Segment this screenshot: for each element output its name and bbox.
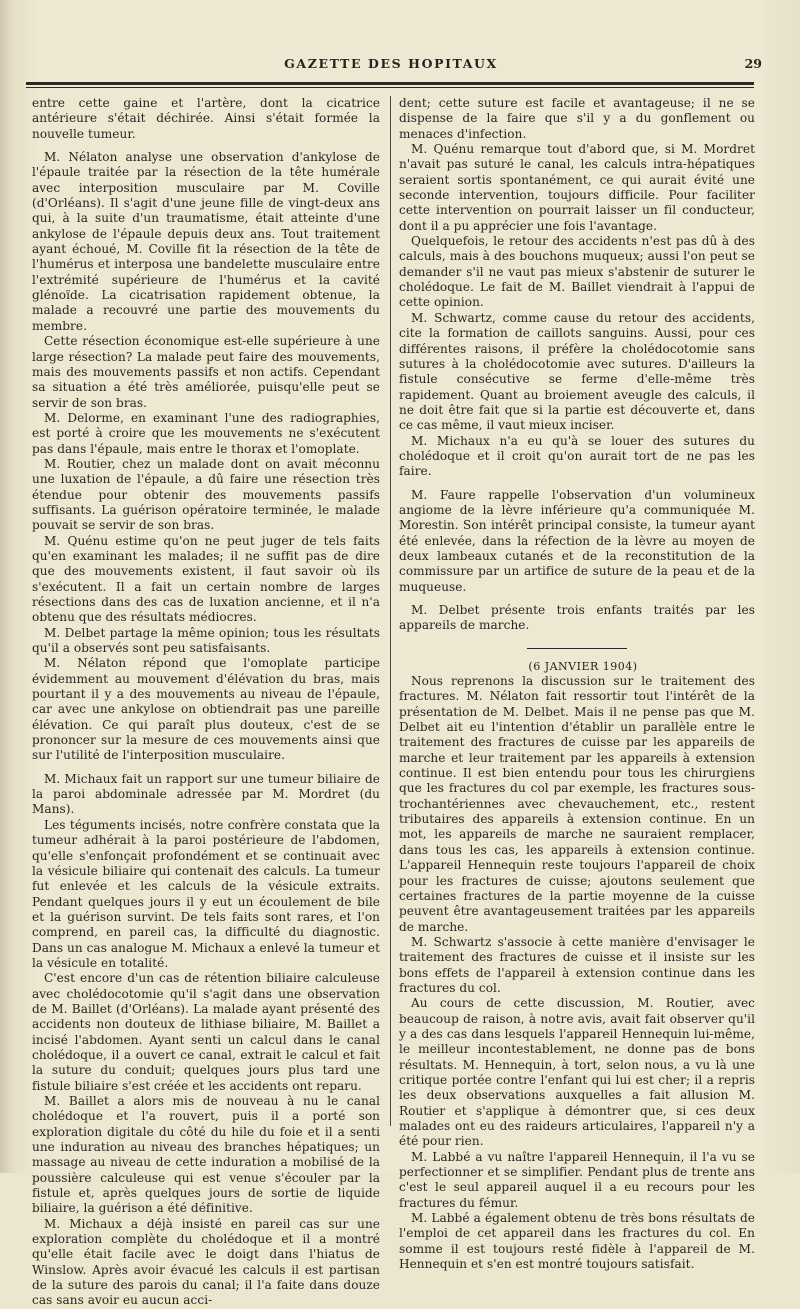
article-paragraph: M. Quénu remarque tout d'abord que, si M. Mordret n'avait pas suturé le canal, les calculs intra-hépatiques seraient sortis spontanément, ce qui aurait évité une seconde intervention, toujours difficile. Pour faciliter cette intervention on pourrait laisser un fil conducteur, dont il a pu apprécier une fois l'avantage. xyxy=(399,142,755,233)
article-paragraph: entre cette gaine et l'artère, dont la cicatrice antérieure s'était déchirée. Ainsi s'était formée la nouvelle tumeur. xyxy=(32,96,380,141)
page-number: 29 xyxy=(744,56,762,71)
article-paragraph: M. Labbé a également obtenu de très bons résultats de l'emploi de cet appareil dans les fractures du col. En somme il est toujours resté fidèle à l'appareil de M. Hennequin et s'en est montré toujours satisfait. xyxy=(399,1211,755,1272)
article-paragraph: M. Nélaton répond que l'omoplate participe évidemment au mouvement d'élévation du bras, mais pourtant il y a des mouvements au niveau de l'épaule, car avec une ankylose on obtiendrait pas une pareille élévation. Ce qui paraît plus douteux, c'est de se prononcer sur la mesure de ces mouvements ainsi que sur l'utilité de l'interposition musculaire. xyxy=(32,656,380,763)
article-paragraph: M. Schwartz s'associe à cette manière d'envisager le traitement des fractures de cuisse et il insiste sur les bons effets de l'appareil à extension continue dans les fractures du col. xyxy=(399,934,755,995)
left-column xyxy=(32,96,380,1309)
session-date: (6 JANVIER 1904) xyxy=(528,659,638,673)
header-rule-thick xyxy=(26,82,754,85)
article-paragraph: M. Labbé a vu naître l'appareil Hennequin, il l'a vu se perfectionner et se simplifier. Pendant plus de trente ans c'est le seul appareil auquel il a eu recours pour les fractures du fémur. xyxy=(399,1149,755,1210)
article-paragraph: Quelquefois, le retour des accidents n'est pas dû à des calculs, mais à des bouchons muqueux; aussi l'on peut se demander s'il ne vaut pas mieux s'abstenir de suturer le cholédoque. Le fait de M. Baillet viendrait à l'appui de cette opinion. xyxy=(399,234,755,310)
journal-title: GAZETTE DES HOPITAUX xyxy=(284,56,498,71)
header-rule-thin xyxy=(26,87,754,88)
column-divider xyxy=(390,96,391,1126)
article-paragraph: dent; cette suture est facile et avantageuse; il ne se dispense de la faire que s'il y a du gonflement ou menaces d'infection. xyxy=(399,96,755,141)
article-paragraph: M. Faure rappelle l'observation d'un volumineux angiome de la lèvre inférieure qu'a communiquée M. Morestin. Son intérêt principal consiste, la tumeur ayant été enlevée, dans la réfection de la lèvre au moyen de deux lambeaux cutanés et de la reconstitution de la commissure par un artifice de suture de la peau et de la muqueuse. xyxy=(399,487,755,594)
article-paragraph: M. Delbet présente trois enfants traités par les appareils de marche. xyxy=(399,603,755,633)
article-paragraph: Cette résection économique est-elle supérieure à une large résection? La malade peut faire des mouvements, mais des mouvements passifs et non actifs. Cependant sa situation a été très améliorée, puisqu'elle peut se servir de son bras. xyxy=(32,334,380,410)
section-divider xyxy=(527,648,627,649)
article-paragraph: M. Baillet a alors mis de nouveau à nu le canal cholédoque et l'a rouvert, puis il a porté son exploration digitale du côté du hile du foie et il a senti une induration au niveau des branches hépatiques; un massage au niveau de cette induration a mobilisé de la poussière calculeuse qui est venue s'écouler par la fistule et, après quelques jours de sortie de liquide biliaire, la guérison a été définitive. xyxy=(32,1094,380,1216)
article-paragraph: M. Routier, chez un malade dont on avait méconnu une luxation de l'épaule, a dû faire une résection très étendue pour obtenir des mouvements passifs suffisants. La guérison opératoire terminée, le malade pouvait se servir de son bras. xyxy=(32,456,380,533)
article-paragraph: Nous reprenons la discussion sur le traitement des fractures. M. Nélaton fait ressortir tout l'intérêt de la présentation de M. Delbet. Mais il ne pense pas que M. Delbet ait eu l'intention d'établir un parallèle entre le traitement des fractures de cuisse par les appareils de marche et leur traitement par les appareils à extension continue. Il est bien entendu pour tous les chirurgiens que les fractures du col par exemple, les fractures sous-trochantériennes avec chevauchement, etc., restent tributaires des appareils à extension continue. En un mot, les appareils de marche ne sauraient remplacer, dans tous les cas, les appareils à extension continue. L'appareil Hennequin reste toujours l'appareil de choix pour les fractures de cuisse; ajoutons seulement que certaines fractures de la partie moyenne de la cuisse peuvent être avantageusement traitées par les appareils de marche. xyxy=(399,674,755,934)
article-paragraph: Au cours de cette discussion, M. Routier, avec beaucoup de raison, à notre avis, avait fait observer qu'il y a des cas dans lesquels l'appareil Hennequin lui-même, le meilleur incontestablement, ne donne pas de bons résultats. M. Hennequin, à tort, selon nous, a vu là une critique portée contre l'enfant qui lui est cher; il a repris les deux observations auxquelles a fait allusion M. Routier et s'applique à démontrer que, si ces deux malades ont eu des raideurs articulaires, l'appareil n'y a été pour rien. xyxy=(399,996,755,1149)
article-paragraph: Les téguments incisés, notre confrère constata que la tumeur adhérait à la paroi postérieure de l'abdomen, qu'elle s'enfonçait profondément et se continuait avec la vésicule biliaire qui contenait des calculs. La tumeur fut enlevée et les calculs de la vésicule extraits. Pendant quelques jours il y eut un écoulement de bile et la guérison survint. De tels faits sont rares, et l'on comprend, en pareil cas, la difficulté du diagnostic. Dans un cas analogue M. Michaux a enlevé la tumeur et la vésicule en totalité. xyxy=(32,817,380,970)
article-paragraph: M. Nélaton analyse une observation d'ankylose de l'épaule traitée par la résection de la tête humérale avec interposition musculaire par M. Coville (d'Orléans). Il s'agit d'une jeune fille de vingt-deux ans qui, à la suite d'un traumatisme, était atteinte d'une ankylose de l'épaule depuis deux ans. Tout traitement ayant échoué, M. Coville fit la résection de la tête de l'humérus et interposa une bandelette musculaire entre l'extrémité supérieure de l'humérus et la cavité glénoïde. La cicatrisation rapidement obtenue, la malade a recouvré une partie des mouvements du membre. xyxy=(32,150,380,333)
article-paragraph: M. Delbet partage la même opinion; tous les résultats qu'il a observés sont peu satisfaisants. xyxy=(32,625,380,656)
article-paragraph: M. Michaux n'a eu qu'à se louer des sutures du cholédoque et il croit qu'on aurait tort de ne pas les faire. xyxy=(399,433,755,479)
page-header xyxy=(26,56,762,78)
article-paragraph: C'est encore d'un cas de rétention biliaire calculeuse avec cholédocotomie qu'il s'agit dans une observation de M. Baillet (d'Orléans). La malade ayant présenté des accidents non douteux de lithiase biliaire, M. Baillet a incisé l'abdomen. Ayant senti un calcul dans le canal cholédoque, il a ouvert ce canal, extrait le calcul et fait la suture du conduit; quelques jours plus tard une fistule biliaire s'est créée et les accidents ont reparu. xyxy=(32,971,380,1093)
article-paragraph: M. Quénu estime qu'on ne peut juger de tels faits qu'en examinant les malades; il ne suffit pas de dire que des mouvements existent, il faut savoir où ils s'exécutent. Il a fait un certain nombre de larges résections dans des cas de luxation ancienne, et il n'a obtenu que des résultats médiocres. xyxy=(32,533,380,625)
article-paragraph: M. Michaux fait un rapport sur une tumeur biliaire de la paroi abdominale adressée par M. Mordret (du Mans). xyxy=(32,771,380,817)
article-paragraph: M. Schwartz, comme cause du retour des accidents, cite la formation de caillots sanguins. Aussi, pour ces différentes raisons, il préfère la cholédocotomie sans sutures à la cholédocotomie avec sutures. D'ailleurs la fistule consécutive se ferme d'elle-même très rapidement. Quant au broiement aveugle des calculs, il ne doit être fait que si la partie est découverte et, dans ce cas même, il vaut mieux inciser. xyxy=(399,310,755,433)
right-column xyxy=(399,96,755,1272)
article-paragraph: M. Delorme, en examinant l'une des radiographies, est porté à croire que les mouvements ne s'exécutent pas dans l'épaule, mais entre le thorax et l'omoplate. xyxy=(32,410,380,456)
article-paragraph: M. Michaux a déjà insisté en pareil cas sur une exploration complète du cholédoque et il a montré qu'elle était facile avec le doigt dans l'hiatus de Winslow. Après avoir évacué les calculs il est partisan de la suture des parois du canal; il l'a faite dans douze cas sans avoir eu aucun acci- xyxy=(32,1216,380,1308)
